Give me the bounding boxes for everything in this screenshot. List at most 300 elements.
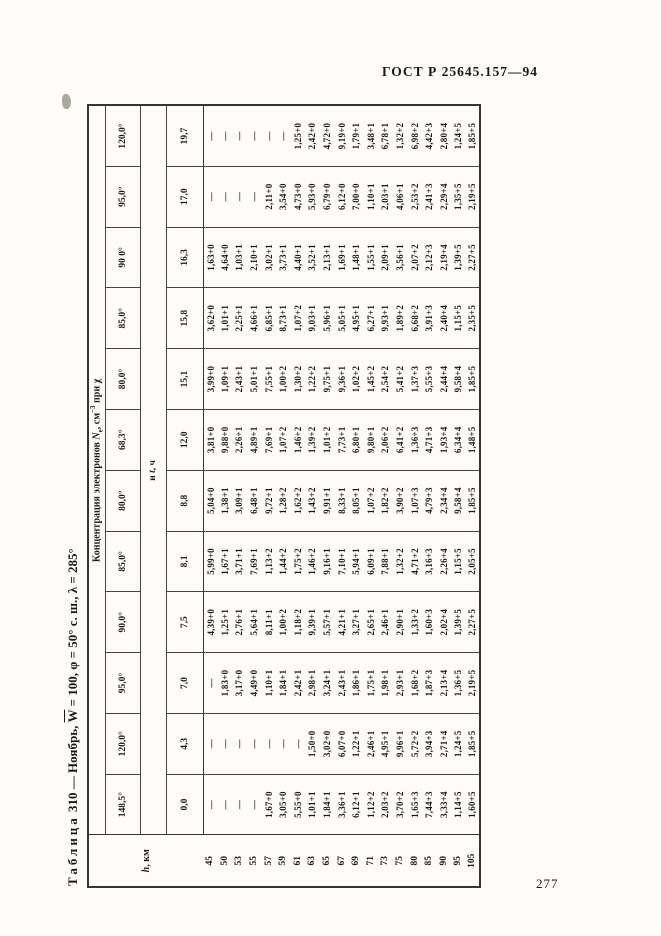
ne-cell-empty: —	[203, 713, 218, 774]
ne-cell: 5,99+0	[203, 531, 218, 592]
ne-cell: 3,52+1	[305, 227, 320, 288]
ne-cell: 1,39+5	[451, 227, 466, 288]
ne-cell: 2,43+1	[232, 349, 247, 410]
ne-cell: 1,00+2	[276, 592, 291, 653]
data-table	[87, 104, 481, 888]
table-row	[276, 105, 291, 887]
ne-cell: 3,02+0	[320, 713, 335, 774]
ne-cell: 8,73+1	[276, 288, 291, 349]
ne-cell: 3,09+1	[232, 470, 247, 531]
t-header: и t, ч	[140, 105, 166, 835]
ne-cell: 1,01+1	[218, 288, 233, 349]
ne-cell: 1,83+0	[218, 653, 233, 714]
chi-header: 148,5°	[105, 774, 140, 835]
ne-cell: 5,93+0	[305, 166, 320, 227]
ne-cell: 2,54+2	[378, 349, 393, 410]
ne-cell: 1,67+0	[261, 774, 276, 835]
ne-cell-empty: —	[203, 166, 218, 227]
header-row-t-label	[140, 105, 166, 887]
ne-cell: 1,69+1	[334, 227, 349, 288]
ne-cell: 1,85+5	[466, 470, 481, 531]
ne-cell: 1,02+2	[349, 349, 364, 410]
ne-cell: 5,57+1	[320, 592, 335, 653]
ne-cell: 3,24+1	[320, 653, 335, 714]
ne-cell: 2,35+5	[466, 288, 481, 349]
ne-cell: 9,03+1	[305, 288, 320, 349]
ne-cell: 5,04+0	[203, 470, 218, 531]
ne-cell: 1,14+5	[451, 774, 466, 835]
ne-cell: 7,88+1	[378, 531, 393, 592]
ne-cell: 1,07+2	[364, 470, 379, 531]
ne-cell: 2,25+1	[232, 288, 247, 349]
ne-cell-empty: —	[218, 713, 233, 774]
ne-cell: 1,01+2	[320, 409, 335, 470]
ne-cell: 1,10+1	[261, 653, 276, 714]
ne-cell: 1,22+2	[305, 349, 320, 410]
ne-cell: 3,54+0	[276, 166, 291, 227]
ne-cell: 1,38+1	[218, 470, 233, 531]
ne-cell: 1,87+3	[422, 653, 437, 714]
table-row	[247, 105, 262, 887]
h-value: 65	[320, 835, 335, 887]
ne-cell: 3,16+3	[422, 531, 437, 592]
table-row	[218, 105, 233, 887]
ne-cell: 9,80+1	[364, 409, 379, 470]
h-column-header: h, км	[88, 835, 203, 887]
ne-cell: 2,03+2	[378, 774, 393, 835]
ne-cell: 1,50+0	[305, 713, 320, 774]
ne-cell: 4,89+1	[247, 409, 262, 470]
table-row	[232, 105, 247, 887]
ne-cell: 2,27+5	[466, 227, 481, 288]
ne-cell: 4,71+2	[407, 531, 422, 592]
ne-cell: 5,01+1	[247, 349, 262, 410]
ne-cell: 2,80+4	[437, 105, 452, 166]
ne-cell: 3,27+1	[349, 592, 364, 653]
ne-cell: 6,85+1	[261, 288, 276, 349]
ne-cell: 3,62+0	[203, 288, 218, 349]
ne-cell: 1,67+1	[218, 531, 233, 592]
ne-cell: 1,30+2	[291, 349, 306, 410]
h-value: 80	[407, 835, 422, 887]
ne-cell-empty: —	[218, 105, 233, 166]
ne-cell: 6,41+2	[393, 409, 408, 470]
ne-cell: 1,82+2	[378, 470, 393, 531]
ne-cell: 2,03+1	[378, 166, 393, 227]
ne-cell: 2,90+1	[393, 592, 408, 653]
ne-cell: 6,07+0	[334, 713, 349, 774]
table-row	[305, 105, 320, 887]
ne-cell: 5,55+0	[291, 774, 306, 835]
ne-cell: 4,73+0	[291, 166, 306, 227]
ne-cell: 3,48+1	[364, 105, 379, 166]
table-row	[291, 105, 306, 887]
ne-cell-empty: —	[276, 713, 291, 774]
ne-cell: 2,43+1	[334, 653, 349, 714]
ne-cell: 7,55+1	[261, 349, 276, 410]
header-row-ne	[88, 105, 105, 887]
ne-cell: 9,39+1	[305, 592, 320, 653]
table-row	[261, 105, 276, 887]
time-header: 7,0	[166, 653, 203, 714]
ne-cell: 2,29+4	[437, 166, 452, 227]
ne-cell: 6,79+0	[320, 166, 335, 227]
ne-cell: 1,07+2	[276, 409, 291, 470]
ne-cell: 1,98+1	[378, 653, 393, 714]
ne-cell: 1,39+5	[451, 592, 466, 653]
ne-cell: 1,35+5	[451, 166, 466, 227]
time-header: 0,0	[166, 774, 203, 835]
ne-cell: 4,95+1	[378, 713, 393, 774]
h-value: 55	[247, 835, 262, 887]
h-value: 75	[393, 835, 408, 887]
ne-cell: 3,81+0	[203, 409, 218, 470]
ne-cell: 9,36+1	[334, 349, 349, 410]
ne-cell-empty: —	[203, 774, 218, 835]
ne-cell: 2,10+1	[247, 227, 262, 288]
ne-cell: 1,07+2	[291, 288, 306, 349]
ne-cell: 5,64+1	[247, 592, 262, 653]
ne-cell: 6,12+1	[349, 774, 364, 835]
chi-header: 120,0°	[105, 105, 140, 166]
ne-cell: 1,62+2	[291, 470, 306, 531]
ne-cell: 5,55+3	[422, 349, 437, 410]
ne-cell: 1,93+4	[437, 409, 452, 470]
ne-cell: 1,84+1	[320, 774, 335, 835]
ne-cell: 2,42+1	[291, 653, 306, 714]
time-header: 12,0	[166, 409, 203, 470]
ne-cell: 3,99+0	[203, 349, 218, 410]
ne-cell: 1,48+1	[349, 227, 364, 288]
ne-cell: 1,45+2	[364, 349, 379, 410]
ne-cell-empty: —	[232, 774, 247, 835]
ne-cell: 5,05+1	[334, 288, 349, 349]
h-value: 63	[305, 835, 320, 887]
table-title-pre: 310 — Ноябрь,	[65, 722, 80, 816]
time-header: 4,3	[166, 713, 203, 774]
ne-cell-empty: —	[203, 653, 218, 714]
ne-cell: 1,89+2	[393, 288, 408, 349]
ne-cell: 6,34+4	[451, 409, 466, 470]
ne-cell: 6,09+1	[364, 531, 379, 592]
time-header: 16,3	[166, 227, 203, 288]
ne-cell: 2,34+4	[437, 470, 452, 531]
ne-cell: 2,41+3	[422, 166, 437, 227]
table-row	[393, 105, 408, 887]
ne-cell: 2,19+5	[466, 653, 481, 714]
ne-cell: 1,18+2	[291, 592, 306, 653]
h-value: 69	[349, 835, 364, 887]
chi-header: 85,0°	[105, 288, 140, 349]
ne-cell: 1,39+2	[305, 409, 320, 470]
table-title	[62, 98, 83, 886]
ne-cell: 7,73+1	[334, 409, 349, 470]
ne-cell: 9,88+0	[218, 409, 233, 470]
ne-cell: 1,15+5	[451, 531, 466, 592]
table-row	[407, 105, 422, 887]
ne-cell: 1,65+3	[407, 774, 422, 835]
ne-cell: 5,72+2	[407, 713, 422, 774]
ne-cell: 3,91+3	[422, 288, 437, 349]
ne-cell-empty: —	[247, 774, 262, 835]
time-header: 8,8	[166, 470, 203, 531]
ne-cell: 1,37+3	[407, 349, 422, 410]
ne-cell: 1,68+2	[407, 653, 422, 714]
ne-cell: 7,00+0	[349, 166, 364, 227]
ne-cell: 1,01+1	[305, 774, 320, 835]
table-row	[364, 105, 379, 887]
ne-cell: 7,10+1	[334, 531, 349, 592]
ne-cell: 2,09+1	[378, 227, 393, 288]
ne-cell: 2,02+4	[437, 592, 452, 653]
ne-cell: 2,65+1	[364, 592, 379, 653]
ne-cell: 3,02+1	[261, 227, 276, 288]
ne-cell: 2,13+4	[437, 653, 452, 714]
ne-cell: 1,48+5	[466, 409, 481, 470]
ne-cell-empty: —	[218, 774, 233, 835]
h-value: 57	[261, 835, 276, 887]
ne-cell: 2,44+4	[437, 349, 452, 410]
standard-number: ГОСТ Р 25645.157—94	[381, 64, 539, 79]
ne-cell: 2,53+2	[407, 166, 422, 227]
ne-cell-empty: —	[261, 713, 276, 774]
ne-cell: 4,64+0	[218, 227, 233, 288]
ne-cell: 2,19+5	[466, 166, 481, 227]
time-header: 19,7	[166, 105, 203, 166]
ne-cell: 6,78+1	[378, 105, 393, 166]
ne-cell: 1,79+1	[349, 105, 364, 166]
ne-cell: 4,39+0	[203, 592, 218, 653]
chi-header: 95,0°	[105, 166, 140, 227]
ne-cell: 2,06+2	[378, 409, 393, 470]
ne-cell: 9,91+1	[320, 470, 335, 531]
ne-cell: 9,16+1	[320, 531, 335, 592]
ne-cell: 4,21+1	[334, 592, 349, 653]
h-value: 59	[276, 835, 291, 887]
ne-cell: 4,72+0	[320, 105, 335, 166]
ne-cell-empty: —	[291, 713, 306, 774]
time-header: 8,1	[166, 531, 203, 592]
ne-cell: 2,05+5	[466, 531, 481, 592]
ne-cell-empty: —	[261, 105, 276, 166]
ne-cell: 2,46+1	[364, 713, 379, 774]
ne-cell: 2,40+4	[437, 288, 452, 349]
ne-cell: 1,10+1	[364, 166, 379, 227]
ne-cell: 5,41+2	[393, 349, 408, 410]
ne-cell-empty: —	[203, 105, 218, 166]
chi-header: 90 0°	[105, 227, 140, 288]
ne-cell: 2,93+1	[393, 653, 408, 714]
h-value: 85	[422, 835, 437, 887]
ne-cell: 3,70+2	[393, 774, 408, 835]
ne-cell: 4,79+3	[422, 470, 437, 531]
ne-cell: 4,49+0	[247, 653, 262, 714]
rotated-table-block	[62, 98, 482, 888]
chi-header: 68,3°	[105, 409, 140, 470]
ne-cell: 1,32+2	[393, 531, 408, 592]
ne-cell: 6,48+1	[247, 470, 262, 531]
time-header: 15,1	[166, 349, 203, 410]
ne-cell: 9,75+1	[320, 349, 335, 410]
h-value: 90	[437, 835, 452, 887]
h-value: 71	[364, 835, 379, 887]
time-header: 7,5	[166, 592, 203, 653]
ne-cell-empty: —	[218, 166, 233, 227]
ne-cell: 2,42+0	[305, 105, 320, 166]
ne-cell: 2,11+0	[261, 166, 276, 227]
chi-header: 90,0°	[105, 592, 140, 653]
ne-cell: 6,12+0	[334, 166, 349, 227]
table-row	[437, 105, 452, 887]
ne-cell: 7,44+3	[422, 774, 437, 835]
ne-cell: 1,07+3	[407, 470, 422, 531]
ne-symbol: N	[91, 432, 103, 440]
ne-cell: 8,33+1	[334, 470, 349, 531]
ne-cell: 1,75+2	[291, 531, 306, 592]
ne-cell: 1,63+0	[203, 227, 218, 288]
table-row	[466, 105, 481, 887]
ne-cell: 7,69+1	[247, 531, 262, 592]
header-row-chi	[105, 105, 140, 887]
ne-cell: 9,96+1	[393, 713, 408, 774]
ne-cell: 1,85+5	[466, 713, 481, 774]
time-header: 17,0	[166, 166, 203, 227]
table-row	[349, 105, 364, 887]
ne-cell: 1,33+2	[407, 592, 422, 653]
chi-header: 85,0°	[105, 531, 140, 592]
table-row	[378, 105, 393, 887]
ne-cell: 1,55+1	[364, 227, 379, 288]
ne-cell: 2,98+1	[305, 653, 320, 714]
ne-cell: 4,95+1	[349, 288, 364, 349]
table-title-post: = 100, φ = 50° с. ш., λ = 285°	[65, 548, 80, 710]
w-index-symbol: $\overline{W}$	[65, 709, 80, 723]
ne-cell: 9,58+4	[451, 470, 466, 531]
table-row	[320, 105, 335, 887]
ne-cell: 2,46+1	[378, 592, 393, 653]
ne-cell: 1,60+3	[422, 592, 437, 653]
chi-header: 80,0°	[105, 470, 140, 531]
chi-header: 95,0°	[105, 653, 140, 714]
ne-cell: 1,44+2	[276, 531, 291, 592]
ne-cell: 2,13+1	[320, 227, 335, 288]
ne-cell: 2,07+2	[407, 227, 422, 288]
h-value: 67	[334, 835, 349, 887]
ne-cell: 1,24+5	[451, 713, 466, 774]
ne-cell: 3,73+1	[276, 227, 291, 288]
ne-cell-empty: —	[276, 105, 291, 166]
ne-cell: 9,72+1	[261, 470, 276, 531]
ne-cell-empty: —	[232, 166, 247, 227]
h-value: 105	[466, 835, 481, 887]
chi-header: 80,0°	[105, 349, 140, 410]
table-row	[422, 105, 437, 887]
ne-cell: 6,68+2	[407, 288, 422, 349]
ne-cell: 3,56+1	[393, 227, 408, 288]
ne-cell: 9,93+1	[378, 288, 393, 349]
h-value: 73	[378, 835, 393, 887]
ne-cell: 2,26+1	[232, 409, 247, 470]
ne-cell: 6,80+1	[349, 409, 364, 470]
ne-cell: 1,24+5	[451, 105, 466, 166]
header-row-times	[166, 105, 203, 887]
h-value: 95	[451, 835, 466, 887]
ne-cell: 3,05+0	[276, 774, 291, 835]
ne-cell: 3,17+0	[232, 653, 247, 714]
ne-cell: 8,11+1	[261, 592, 276, 653]
h-value: 53	[232, 835, 247, 887]
table-row	[203, 105, 218, 887]
table-row	[451, 105, 466, 887]
chi-header: 120,0°	[105, 713, 140, 774]
ne-cell: 1,22+1	[349, 713, 364, 774]
ne-cell: 1,85+5	[466, 105, 481, 166]
ne-cell: 7,69+1	[261, 409, 276, 470]
ne-cell: 3,36+1	[334, 774, 349, 835]
ne-cell: 2,27+5	[466, 592, 481, 653]
table-title-word: Таблица	[65, 815, 80, 886]
h-value: 50	[218, 835, 233, 887]
ne-cell: 1,32+2	[393, 105, 408, 166]
ne-cell: 4,71+3	[422, 409, 437, 470]
ne-cell: 1,46+2	[305, 531, 320, 592]
ne-cell: 3,90+2	[393, 470, 408, 531]
ne-cell: 6,27+1	[364, 288, 379, 349]
ne-cell: 9,58+4	[451, 349, 466, 410]
ne-cell: 1,25+0	[291, 105, 306, 166]
ne-cell: 1,86+1	[349, 653, 364, 714]
ne-cell: 1,28+2	[276, 470, 291, 531]
ne-cell: 4,06+1	[393, 166, 408, 227]
page-number: 277	[536, 876, 559, 891]
ne-cell-empty: —	[247, 713, 262, 774]
ne-cell-empty: —	[232, 105, 247, 166]
ne-cell: 8,05+1	[349, 470, 364, 531]
ne-cell-empty: —	[247, 105, 262, 166]
ne-cell: 2,71+4	[437, 713, 452, 774]
ne-cell: 4,42+3	[422, 105, 437, 166]
ne-cell: 1,12+2	[364, 774, 379, 835]
ne-cell: 1,25+1	[218, 592, 233, 653]
ne-cell: 1,43+2	[305, 470, 320, 531]
ne-cell-empty: —	[247, 166, 262, 227]
ne-cell: 1,13+2	[261, 531, 276, 592]
ne-cell: 2,26+4	[437, 531, 452, 592]
ne-cell: 1,46+2	[291, 409, 306, 470]
ne-cell: 6,98+2	[407, 105, 422, 166]
ne-cell-empty: —	[232, 713, 247, 774]
ne-cell: 4,40+1	[291, 227, 306, 288]
t-symbol: t	[148, 470, 158, 473]
h-symbol: h	[140, 866, 152, 873]
ne-cell: 5,96+1	[320, 288, 335, 349]
time-header: 15,8	[166, 288, 203, 349]
ne-cell: 2,12+3	[422, 227, 437, 288]
ne-cell: 1,03+1	[232, 227, 247, 288]
ne-cell: 2,19+4	[437, 227, 452, 288]
ne-header: Концентрация электронов $N_e$, $см^{-3}$ при χ	[88, 105, 105, 835]
ne-cell: 1,15+5	[451, 288, 466, 349]
ne-cell: 1,60+5	[466, 774, 481, 835]
ne-cell: 1,36+5	[451, 653, 466, 714]
ne-cell: 1,84+1	[276, 653, 291, 714]
ne-cell: 1,09+1	[218, 349, 233, 410]
ne-cell: 3,94+3	[422, 713, 437, 774]
ne-cell: 1,85+5	[466, 349, 481, 410]
h-value: 61	[291, 835, 306, 887]
ne-cell: 3,33+4	[437, 774, 452, 835]
table-row	[334, 105, 349, 887]
